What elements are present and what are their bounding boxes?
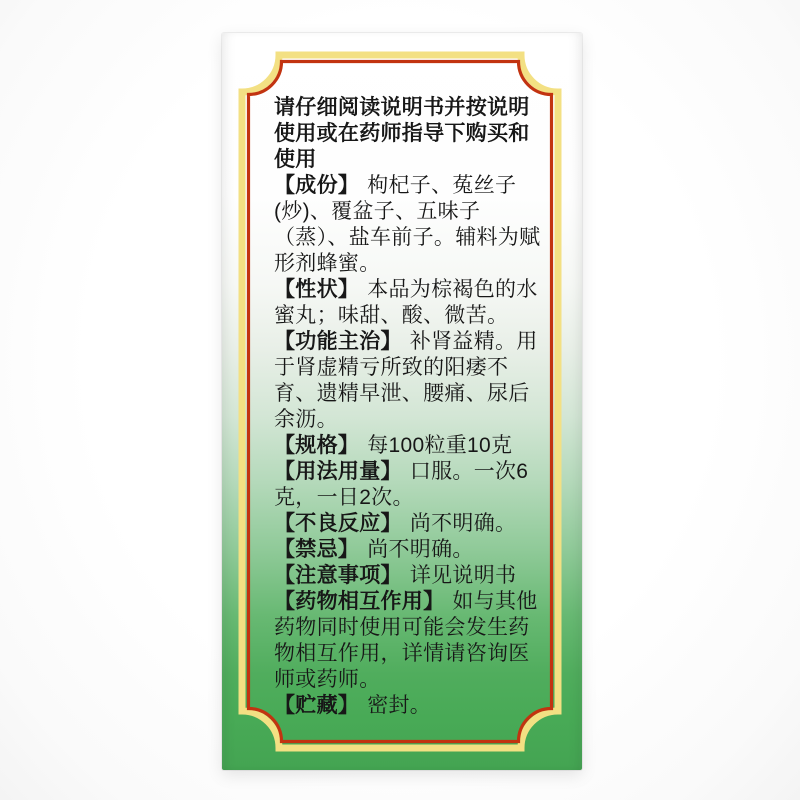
section-label: 【性状】 [274, 278, 360, 301]
section-label: 【禁忌】 [274, 538, 360, 561]
section-text: 详见说明书 [409, 564, 517, 587]
section-text: 每100粒重10克 [367, 434, 513, 457]
section-text: 本品为棕褐色的水蜜丸；味甜、酸、微苦。 [274, 278, 538, 327]
section-text: 补肾益精。用于肾虚精亏所致的阳痿不育、遗精早泄、腰痛、尿后余沥。 [274, 330, 538, 431]
section-adverse-reactions [274, 511, 548, 537]
section-text: 如与其他药物同时使用可能会发生药物相互作用，详情请咨询医师或药师。 [274, 590, 538, 691]
label-text-block [274, 95, 548, 719]
section-label: 【用法用量】 [274, 460, 402, 483]
section-properties [274, 277, 548, 329]
section-label: 【规格】 [274, 434, 360, 457]
section-indications [274, 329, 548, 433]
section-text: 密封。 [367, 694, 432, 717]
section-text: 尚不明确。 [409, 512, 517, 535]
usage-notice: 请仔细阅读说明书并按说明使用或在药师指导下购买和使用 [274, 96, 530, 171]
section-dosage [274, 459, 548, 511]
medicine-box-panel [222, 33, 582, 770]
section-contraindications [274, 537, 548, 563]
section-label: 【功能主治】 [274, 330, 402, 353]
section-text: 尚不明确。 [367, 538, 474, 561]
section-specification [274, 433, 548, 459]
section-ingredients [274, 173, 548, 277]
section-text: 枸杞子、菟丝子(炒)、覆盆子、五味子（蒸）、盐车前子。辅料为赋形剂蜂蜜。 [274, 174, 541, 275]
section-storage [274, 693, 548, 719]
section-label: 【注意事项】 [274, 564, 402, 587]
section-precautions [274, 563, 548, 589]
section-label: 【不良反应】 [274, 512, 402, 535]
section-text: 口服。一次6克，一日2次。 [274, 460, 529, 509]
section-label: 【成份】 [274, 174, 360, 197]
section-label: 【贮藏】 [274, 694, 360, 717]
section-drug-interactions [274, 589, 548, 693]
section-label: 【药物相互作用】 [274, 590, 445, 613]
